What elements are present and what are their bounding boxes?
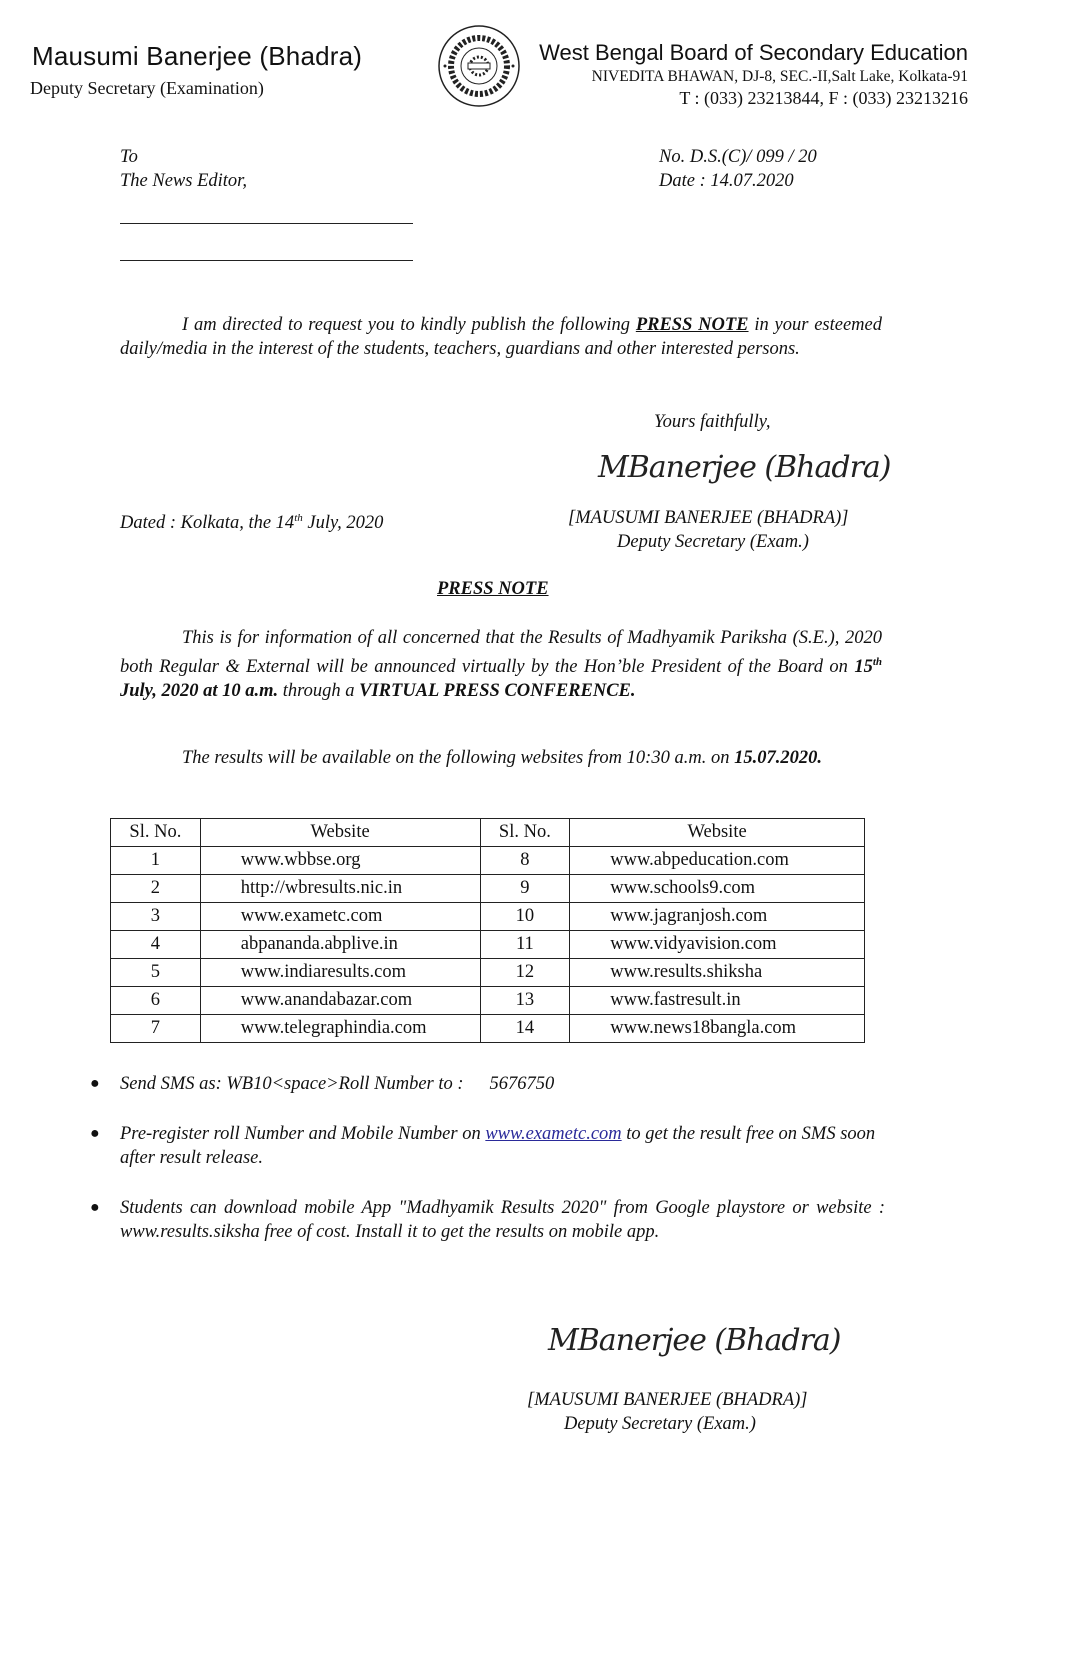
table-row [111,959,865,987]
bullet-icon: ● [90,1199,100,1216]
website-cell: www.fastresult.in [570,987,865,1015]
address-blank-line [120,260,413,261]
website-cell: www.jagranjosh.com [570,903,865,931]
signatory-designation: Deputy Secretary (Exam.) [617,532,809,552]
reference-number: No. D.S.(C)/ 099 / 20 [659,147,817,167]
website-cell: www.exametc.com [200,903,480,931]
signature: MBanerjee (Bhadra) [598,450,891,485]
press-note-paragraph: This is for information of all concerned that the Results of Madhyamik Pariksha (S.E.), 2020 both Regular & External will be announced virtually by the Hon’ble President of the Board on 15th July, 2020 at 10 a.m. through a VIRTUAL PRESS CONFERENCE. [120,628,882,702]
official-designation: Deputy Secretary (Examination) [30,78,264,98]
serial-number-cell: 2 [111,875,201,903]
table-row [111,903,865,931]
signatory-designation: Deputy Secretary (Exam.) [564,1414,756,1434]
request-paragraph: I am directed to request you to kindly publish the following PRESS NOTE in your esteemed daily/media in the interest of the students, teachers, guardians and other interested persons. [120,315,882,359]
table-row [111,847,865,875]
table-row [111,931,865,959]
serial-number-cell: 6 [111,987,201,1015]
board-name: West Bengal Board of Secondary Education [539,40,968,65]
table-header-row [111,819,865,847]
signatory-name: [MAUSUMI BANERJEE (BHADRA)] [568,508,849,528]
serial-number-cell: 7 [111,1015,201,1043]
serial-number-cell: 4 [111,931,201,959]
table-row [111,987,865,1015]
recipient: The News Editor, [120,171,247,191]
website-cell: www.indiaresults.com [200,959,480,987]
press-note-title: PRESS NOTE [437,579,549,599]
website-cell: www.vidyavision.com [570,931,865,959]
availability-paragraph: The results will be available on the following websites from 10:30 a.m. on 15.07.2020. [182,748,822,768]
website-cell: abpananda.abplive.in [200,931,480,959]
to-label: To [120,147,138,167]
letter-date: Date : 14.07.2020 [659,171,794,191]
exametc-link[interactable]: www.exametc.com [485,1124,622,1144]
website-cell: www.anandabazar.com [200,987,480,1015]
website-cell: www.telegraphindia.com [200,1015,480,1043]
signature: MBanerjee (Bhadra) [548,1323,841,1358]
signatory-name: [MAUSUMI BANERJEE (BHADRA)] [527,1390,808,1410]
board-phone-fax: T : (033) 23213844, F : (033) 23213216 [679,88,968,108]
column-header: Website [200,819,480,847]
serial-number-cell: 12 [480,959,570,987]
website-cell: www.schools9.com [570,875,865,903]
table-row [111,1015,865,1043]
websites-table [110,818,865,1043]
serial-number-cell: 1 [111,847,201,875]
website-cell: www.results.shiksha [570,959,865,987]
official-name: Mausumi Banerjee (Bhadra) [32,41,363,71]
table-row [111,875,865,903]
address-blank-line [120,223,413,224]
serial-number-cell: 9 [480,875,570,903]
website-cell: http://wbresults.nic.in [200,875,480,903]
wbbse-seal-icon [437,24,521,108]
serial-number-cell: 13 [480,987,570,1015]
serial-number-cell: 5 [111,959,201,987]
serial-number-cell: 8 [480,847,570,875]
app-instruction: Students can download mobile App "Madhyamik Results 2020" from Google playstore or website : www.results.siksha free of cost. Install it to get the results on mobile app. [120,1198,885,1242]
column-header: Sl. No. [111,819,201,847]
website-cell: www.news18bangla.com [570,1015,865,1043]
bullet-icon: ● [90,1125,100,1142]
website-cell: www.abpeducation.com [570,847,865,875]
press-note-emphasis: PRESS NOTE [635,315,749,335]
board-address: NIVEDITA BHAWAN, DJ-8, SEC.-II,Salt Lake, Kolkata-91 [591,68,968,85]
serial-number-cell: 11 [480,931,570,959]
dated-line: Dated : Kolkata, the 14th July, 2020 [120,512,384,534]
column-header: Website [570,819,865,847]
bullet-icon: ● [90,1075,100,1092]
column-header: Sl. No. [480,819,570,847]
serial-number-cell: 14 [480,1015,570,1043]
website-cell: www.wbbse.org [200,847,480,875]
sms-number: 5676750 [489,1074,555,1094]
serial-number-cell: 10 [480,903,570,931]
serial-number-cell: 3 [111,903,201,931]
sms-instruction: Send SMS as: WB10<space>Roll Number to : 5676750 [120,1074,555,1094]
closing: Yours faithfully, [654,412,771,432]
preregister-instruction: Pre-register roll Number and Mobile Number on www.exametc.com to get the result free on SMS soon after result release. [120,1124,876,1168]
